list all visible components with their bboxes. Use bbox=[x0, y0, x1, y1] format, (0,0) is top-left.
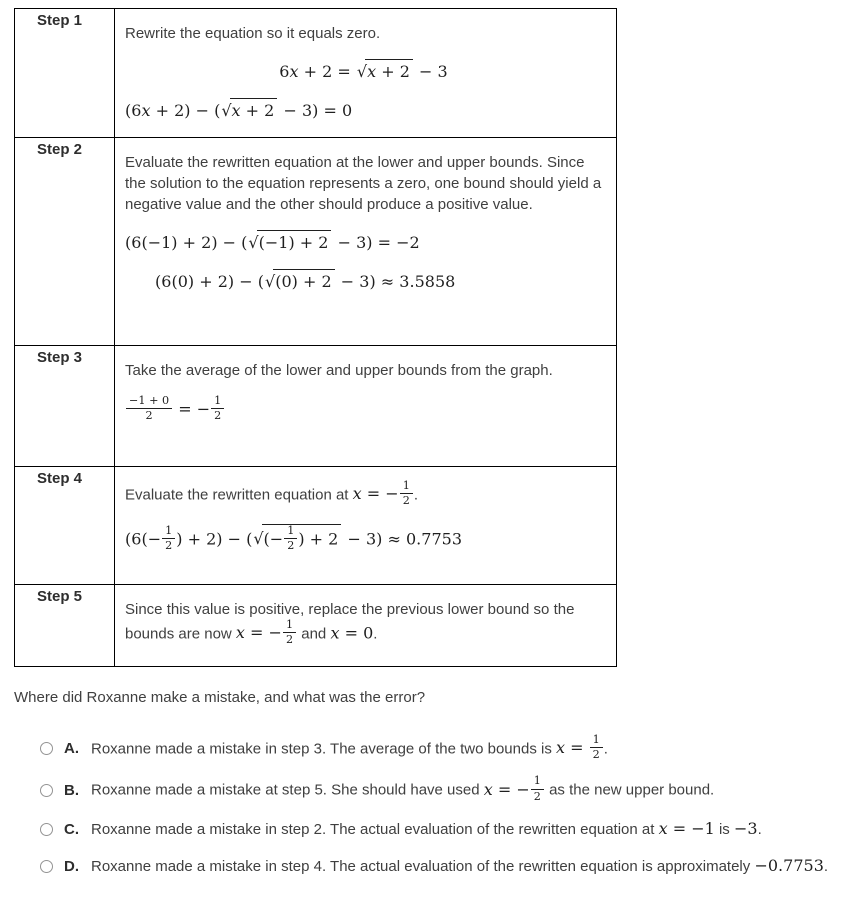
radio-button-a[interactable] bbox=[40, 742, 53, 755]
option-b-text: Roxanne made a mistake at step 5. She should have used x = − $\frac{1}{2}$ as the new upper bound. bbox=[91, 773, 715, 803]
step-3-description: Take the average of the lower and upper bounds from the graph. bbox=[125, 361, 553, 379]
option-c-letter: C. bbox=[64, 820, 79, 838]
radio-button-b[interactable] bbox=[40, 784, 53, 797]
option-d-math: −0.7753 bbox=[754, 855, 824, 875]
option-c-math-result: −3 bbox=[733, 818, 758, 838]
option-c-text: Roxanne made a mistake in step 2. The actual evaluation of the rewritten equation at x = −1 is −3. bbox=[91, 818, 762, 838]
step-1-content bbox=[115, 9, 617, 138]
step-1-equation-original: 6x + 2 = √x + 2 − 3 bbox=[125, 59, 602, 83]
table-row-step-1 bbox=[15, 9, 617, 138]
table-row-step-4 bbox=[15, 466, 617, 584]
step-1-description: Rewrite the equation so it equals zero. bbox=[125, 25, 381, 42]
answer-options bbox=[40, 732, 848, 878]
option-b-letter: B. bbox=[64, 781, 79, 799]
step-2-label: Step 2 bbox=[15, 137, 115, 345]
step-5-description: Since this value is positive, replace the previous lower bound so the bounds are now x = − $\frac{1}{2}$ and x = 0. bbox=[125, 600, 575, 647]
question-text: Where did Roxanne make a mistake, and what was the error? bbox=[14, 688, 426, 706]
step-4-equation-evaluation: (6(− $\frac{1}{2}$ ) + 2) − (√(− $\frac{1}{2}$ ) + 2 − 3) ≈ 0.7753 bbox=[125, 523, 463, 553]
step-2-content bbox=[115, 137, 617, 345]
step-4-content bbox=[115, 466, 617, 584]
step-5-label: Step 5 bbox=[15, 584, 115, 666]
option-c-math: x = −1 bbox=[658, 818, 715, 838]
answer-option-a[interactable] bbox=[40, 732, 848, 763]
answer-option-c[interactable] bbox=[40, 817, 848, 841]
answer-option-d[interactable] bbox=[40, 854, 848, 878]
table-row-step-2 bbox=[15, 137, 617, 345]
option-a-letter: A. bbox=[64, 740, 79, 758]
table-row-step-5 bbox=[15, 584, 617, 666]
option-d-text: Roxanne made a mistake in step 4. The actual evaluation of the rewritten equation is approximately −0.7753. bbox=[91, 855, 829, 875]
option-a-text: Roxanne made a mistake in step 3. The average of the two bounds is x = $\frac{1}{2}$ . bbox=[91, 732, 608, 762]
step-1-equation-rewritten: (6x + 2) − (√x + 2 − 3) = 0 bbox=[125, 98, 602, 122]
step-4-description: Evaluate the rewritten equation at x = − $\frac{1}{2}$ . bbox=[125, 478, 418, 508]
option-a-math: x = $\frac{1}{2}$ bbox=[556, 738, 604, 757]
step-3-content bbox=[115, 345, 617, 466]
step-4-label: Step 4 bbox=[15, 466, 115, 584]
option-b-math: x = − $\frac{1}{2}$ bbox=[484, 780, 545, 799]
step-2-description: Evaluate the rewritten equation at the lower and upper bounds. Since the solution to the equation represents a zero, one bound should yield a negative value and the other should produce a positive value. bbox=[125, 153, 602, 213]
radio-button-d[interactable] bbox=[40, 860, 53, 873]
steps-table bbox=[14, 8, 617, 667]
step-5-inline-math-lower: x = − $\frac{1}{2}$ bbox=[236, 623, 297, 642]
radio-button-c[interactable] bbox=[40, 823, 53, 836]
answer-option-b[interactable] bbox=[40, 773, 848, 804]
option-d-letter: D. bbox=[64, 857, 79, 875]
step-5-content bbox=[115, 584, 617, 666]
step-3-equation-average: $\frac{-1 + 0}{2}$ = − $\frac{1}{2}$ bbox=[125, 396, 602, 424]
table-row-step-3 bbox=[15, 345, 617, 466]
step-4-inline-math: x = − $\frac{1}{2}$ bbox=[353, 484, 414, 503]
step-5-inline-math-upper: x = 0 bbox=[330, 623, 374, 643]
step-2-equation-upper-bound: (6(0) + 2) − (√(0) + 2 − 3) ≈ 3.5858 bbox=[155, 269, 602, 293]
step-2-equation-lower-bound: (6(−1) + 2) − (√(−1) + 2 − 3) = −2 bbox=[125, 230, 602, 254]
step-1-label: Step 1 bbox=[15, 9, 115, 138]
step-3-label: Step 3 bbox=[15, 345, 115, 466]
